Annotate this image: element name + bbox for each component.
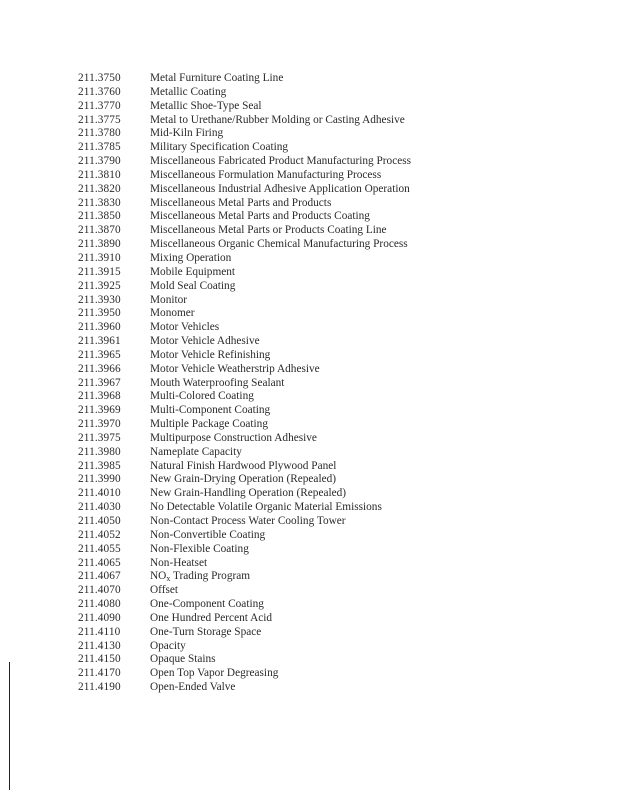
index-entry (78, 390, 411, 404)
defined-term: Non-Contact Process Water Cooling Tower (150, 515, 346, 527)
section-number: 211.3775 (78, 113, 121, 126)
section-number: 211.3961 (78, 335, 121, 348)
defined-term: Mobile Equipment (150, 265, 236, 278)
section-number: 211.3930 (78, 293, 121, 306)
index-entry (78, 238, 411, 252)
section-number: 211.3770 (78, 99, 121, 112)
defined-term: Open Top Vapor Degreasing (150, 667, 279, 680)
section-number: 211.4070 (78, 584, 121, 597)
defined-term: Offset (150, 584, 179, 597)
index-entry (78, 307, 411, 321)
index-entry (78, 197, 411, 211)
section-number: 211.3950 (78, 307, 121, 320)
defined-term: Miscellaneous Industrial Adhesive Application Operation (150, 182, 410, 195)
defined-term: Metal to Urethane/Rubber Molding or Casting Adhesive (150, 113, 405, 126)
defined-term: Nameplate Capacity (150, 445, 242, 458)
defined-term: New Grain-Drying Operation (Repealed) (150, 473, 337, 486)
index-entry (78, 626, 411, 640)
index-entry (78, 169, 411, 183)
index-entry (78, 377, 411, 391)
section-number: 211.3810 (78, 168, 121, 181)
section-number: 211.3750 (78, 72, 121, 84)
defined-term: One Hundred Percent Acid (150, 611, 273, 624)
section-number: 211.3990 (78, 473, 121, 486)
section-number: 211.4067 (78, 570, 121, 583)
defined-term: Multi-Colored Coating (150, 390, 254, 403)
section-number: 211.3965 (78, 348, 121, 361)
defined-term-suffix: Trading Program (170, 570, 251, 583)
defined-term: Non-Convertible Coating (150, 528, 266, 541)
defined-term: New Grain-Handling Operation (Repealed) (150, 487, 347, 500)
section-number: 211.4080 (78, 598, 121, 611)
defined-term: Multipurpose Construction Adhesive (150, 431, 317, 444)
defined-term: Mid-Kiln Firing (150, 127, 224, 140)
defined-term: Miscellaneous Metal Parts or Products Coating Line (150, 224, 387, 237)
defined-term: Metallic Coating (150, 85, 227, 98)
index-entry (78, 72, 411, 86)
defined-term: Mold Seal Coating (150, 279, 236, 292)
defined-term: Multiple Package Coating (150, 418, 268, 431)
section-number: 211.3850 (78, 210, 121, 223)
defined-term (150, 570, 250, 584)
section-number: 211.4010 (78, 487, 121, 500)
index-entry (78, 432, 411, 446)
defined-term: Miscellaneous Metal Parts and Products (150, 196, 332, 209)
section-number: 211.4190 (78, 681, 121, 694)
section-number: 211.4130 (78, 639, 121, 652)
section-number: 211.3969 (78, 404, 121, 417)
defined-term: Non-Flexible Coating (150, 542, 249, 555)
index-entry (78, 141, 411, 155)
index-entry (78, 100, 411, 114)
defined-term: Motor Vehicle Adhesive (150, 335, 260, 348)
index-entry (78, 252, 411, 266)
section-number: 211.3968 (78, 390, 121, 403)
index-entry (78, 418, 411, 432)
index-entry (78, 612, 411, 626)
index-entry (78, 653, 411, 667)
defined-term: One-Component Coating (150, 598, 264, 611)
section-number: 211.3967 (78, 376, 121, 389)
index-entry (78, 584, 411, 598)
section-number: 211.3790 (78, 155, 121, 168)
index-entry (78, 183, 411, 197)
section-number: 211.3960 (78, 321, 121, 334)
index-entry (78, 460, 411, 474)
section-number: 211.3785 (78, 141, 121, 154)
section-number: 211.4030 (78, 501, 121, 514)
section-number: 211.4150 (78, 653, 121, 666)
defined-term: Miscellaneous Formulation Manufacturing Process (150, 168, 382, 181)
defined-term-subscript: x (166, 574, 171, 584)
index-entry (78, 127, 411, 141)
section-number: 211.3780 (78, 127, 121, 140)
section-number: 211.4052 (78, 528, 121, 541)
index-entry (78, 280, 411, 294)
section-number: 211.3915 (78, 265, 121, 278)
index-entry (78, 681, 411, 695)
index-entry (78, 349, 411, 363)
defined-term: Motor Vehicles (150, 321, 220, 334)
defined-term: No Detectable Volatile Organic Material Emissions (150, 501, 382, 514)
defined-term: Natural Finish Hardwood Plywood Panel (150, 459, 337, 472)
index-entry (78, 294, 411, 308)
index-entry (78, 543, 411, 557)
defined-term: Monomer (150, 307, 195, 320)
section-number: 211.3820 (78, 182, 121, 195)
index-entry (78, 363, 411, 377)
section-number: 211.3760 (78, 85, 121, 98)
section-number: 211.3980 (78, 445, 121, 458)
section-number: 211.4110 (78, 625, 121, 638)
defined-term: Metallic Shoe-Type Seal (150, 99, 262, 112)
defined-term: Miscellaneous Metal Parts and Products Coating (150, 210, 370, 223)
index-entry (78, 210, 411, 224)
defined-term: Non-Heatset (150, 556, 208, 569)
defined-term: Open-Ended Valve (150, 681, 236, 694)
section-number: 211.4050 (78, 515, 121, 527)
index-entry (78, 640, 411, 654)
index-entry (78, 557, 411, 571)
defined-term: Motor Vehicle Refinishing (150, 348, 271, 361)
section-number: 211.3985 (78, 459, 121, 472)
index-entry (78, 224, 411, 238)
index-entry (78, 501, 411, 515)
section-number: 211.3925 (78, 279, 121, 292)
index-entry (78, 598, 411, 612)
definitions-index-list (78, 72, 411, 695)
defined-term: One-Turn Storage Space (150, 625, 262, 638)
defined-term: Mouth Waterproofing Sealant (150, 376, 285, 389)
defined-term: Motor Vehicle Weatherstrip Adhesive (150, 362, 320, 375)
defined-term: Miscellaneous Organic Chemical Manufacturing Process (150, 238, 408, 251)
index-entry (78, 86, 411, 100)
defined-term-prefix: NO (150, 570, 167, 583)
index-entry (78, 473, 411, 487)
left-margin-rule (9, 662, 10, 790)
section-number: 211.3966 (78, 362, 121, 375)
section-number: 211.4055 (78, 542, 121, 555)
index-entry (78, 529, 411, 543)
defined-term: Multi-Component Coating (150, 404, 271, 417)
index-entry (78, 446, 411, 460)
index-entry (78, 404, 411, 418)
defined-term: Military Specification Coating (150, 141, 289, 154)
section-number: 211.3970 (78, 418, 121, 431)
section-number: 211.3830 (78, 196, 121, 209)
defined-term: Opaque Stains (150, 653, 216, 666)
index-entry (78, 266, 411, 280)
defined-term: Mixing Operation (150, 251, 232, 264)
section-number: 211.4065 (78, 556, 121, 569)
section-number: 211.3910 (78, 251, 121, 264)
index-entry (78, 321, 411, 335)
defined-term: Metal Furniture Coating Line (150, 72, 284, 84)
section-number: 211.4090 (78, 611, 121, 624)
index-entry (78, 114, 411, 128)
index-entry (78, 487, 411, 501)
index-entry (78, 155, 411, 169)
index-entry (78, 515, 411, 529)
index-entry (78, 570, 411, 584)
defined-term: Monitor (150, 293, 188, 306)
section-number: 211.3870 (78, 224, 121, 237)
index-entry (78, 667, 411, 681)
defined-term: Opacity (150, 639, 186, 652)
section-number: 211.3890 (78, 238, 121, 251)
index-entry (78, 335, 411, 349)
defined-term: Miscellaneous Fabricated Product Manufacturing Process (150, 155, 412, 168)
section-number: 211.3975 (78, 431, 121, 444)
section-number: 211.4170 (78, 667, 121, 680)
